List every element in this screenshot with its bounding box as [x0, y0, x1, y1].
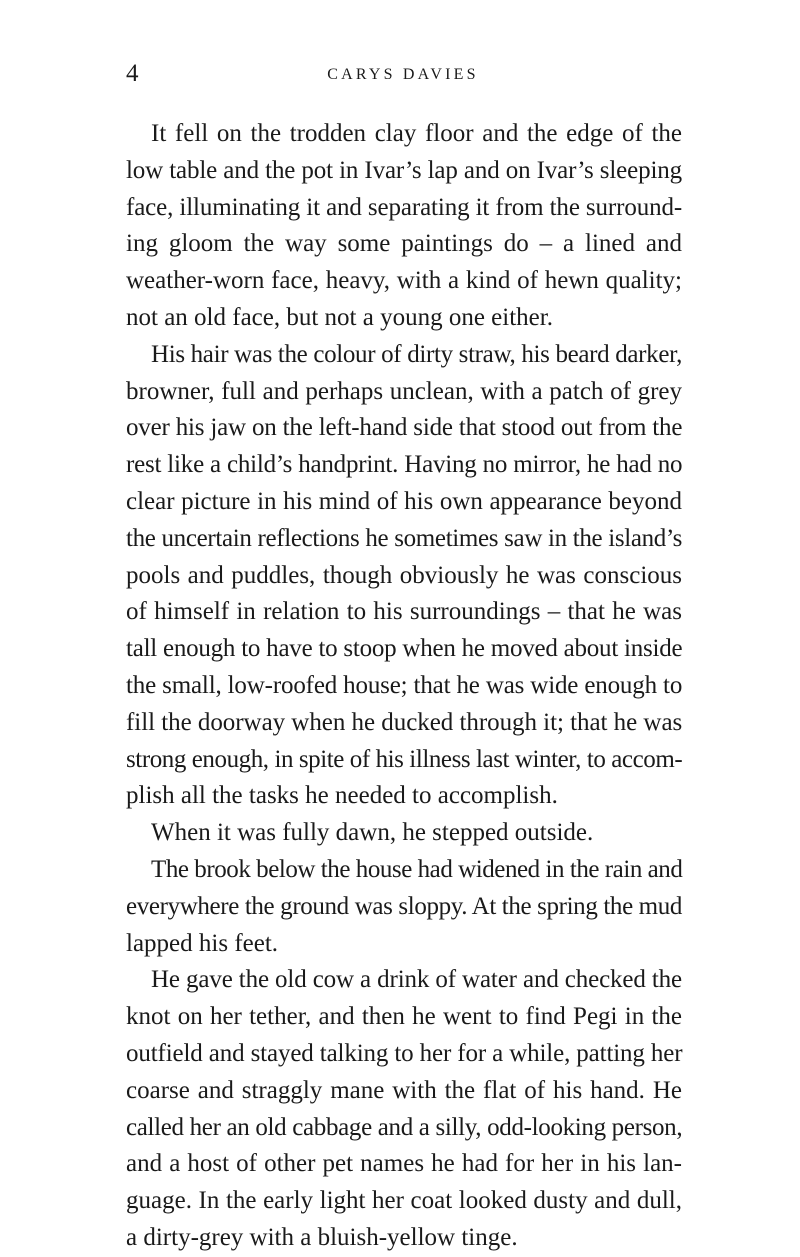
- page-number: 4: [126, 60, 139, 87]
- page-header: [126, 57, 680, 91]
- text-line: called her an old cabbage and a silly, odd-looking person,: [126, 1113, 683, 1141]
- text-line: rest like a child’s handprint. Having no mirror, he had no: [126, 451, 683, 479]
- body-text: [126, 116, 682, 1257]
- text-line: weather-worn face, heavy, with a kind of hewn quality;: [126, 267, 682, 295]
- text-line: guage. In the early light her coat looked dusty and dull,: [126, 1187, 682, 1215]
- text-line: the small, low-roofed house; that he was wide enough to: [126, 671, 683, 699]
- text-line: knot on her tether, and then he went to find Pegi in the: [126, 1003, 682, 1031]
- text-line: everywhere the ground was sloppy. At the spring the mud: [126, 892, 683, 920]
- text-line: ing gloom the way some paintings do – a lined and: [126, 230, 682, 258]
- text-line: a dirty-grey with a bluish-yellow tinge.: [126, 1223, 518, 1251]
- text-line: It fell on the trodden clay floor and the edge of the: [151, 120, 682, 147]
- text-line: low table and the pot in Ivar’s lap and on Ivar’s sleeping: [126, 156, 682, 184]
- text-line: fill the doorway when he ducked through it; that he was: [126, 708, 683, 736]
- text-line: His hair was the colour of dirty straw, his beard darker,: [151, 340, 682, 368]
- text-line: pools and puddles, though obviously he was conscious: [126, 561, 682, 589]
- text-line: over his jaw on the left-hand side that stood out from the: [126, 414, 683, 442]
- text-line: coarse and straggly mane with the flat of his hand. He: [126, 1076, 682, 1104]
- text-line: He gave the old cow a drink of water and checked the: [151, 966, 682, 994]
- text-line: The brook below the house had widened in the rain and: [151, 855, 683, 883]
- text-line: and a host of other pet names he had for her in his lan-: [126, 1150, 682, 1178]
- text-line: When it was fully dawn, he stepped outside.: [151, 819, 594, 847]
- text-line: plish all the tasks he needed to accomplish.: [126, 782, 558, 810]
- text-line: outfield and stayed talking to her for a while, patting her: [126, 1039, 683, 1067]
- text-line: the uncertain reflections he sometimes saw in the island’s: [126, 524, 682, 552]
- running-head-author: CARYS DAVIES: [327, 66, 479, 83]
- text-line: lapped his feet.: [126, 929, 279, 957]
- text-line: of himself in relation to his surroundings – that he was: [126, 598, 682, 626]
- text-line: browner, full and perhaps unclean, with a patch of grey: [126, 377, 682, 405]
- text-line: tall enough to have to stoop when he moved about inside: [126, 635, 683, 663]
- text-line: clear picture in his mind of his own appearance beyond: [126, 487, 682, 515]
- text-line: face, illuminating it and separating it from the surround-: [126, 193, 683, 221]
- text-line: strong enough, in spite of his illness last winter, to accom-: [126, 745, 683, 773]
- text-line: not an old face, but not a young one either.: [126, 303, 553, 331]
